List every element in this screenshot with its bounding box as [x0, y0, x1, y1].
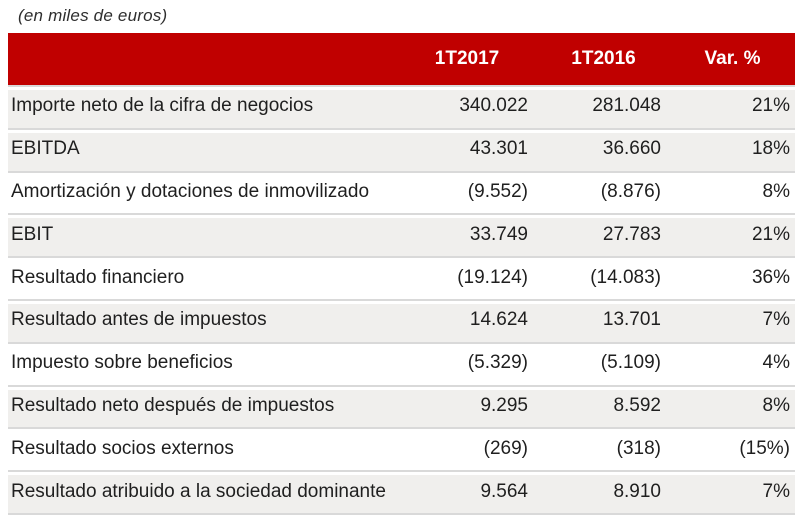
- table-row: [8, 470, 795, 513]
- table-row: [8, 213, 795, 256]
- table-row: [8, 256, 795, 299]
- header-var-pct: Var. %: [704, 48, 761, 69]
- value-var-pct: 4%: [762, 352, 790, 374]
- income-statement-table: [8, 33, 795, 515]
- value-1t2016: 13.701: [602, 309, 661, 331]
- value-1t2017: (269): [483, 437, 528, 459]
- row-label: Amortización y dotaciones de inmovilizado: [11, 180, 370, 202]
- value-1t2017: 340.022: [459, 95, 528, 117]
- row-label: Resultado neto después de impuestos: [11, 394, 335, 416]
- value-1t2016: 281.048: [592, 95, 661, 117]
- row-label: Resultado atribuido a la sociedad dominante: [11, 480, 386, 502]
- table-row: [8, 342, 795, 385]
- value-1t2016: 36.660: [602, 138, 661, 160]
- value-var-pct: 21%: [751, 95, 790, 117]
- value-1t2016: (14.083): [590, 266, 661, 288]
- value-1t2017: 9.564: [480, 480, 528, 502]
- value-1t2016: 27.783: [602, 223, 661, 245]
- header-1t2017: 1T2017: [434, 48, 500, 69]
- row-label: EBIT: [11, 223, 54, 245]
- value-1t2017: 9.295: [480, 394, 528, 416]
- table-row: [8, 85, 795, 128]
- value-1t2017: (5.329): [467, 352, 528, 374]
- value-1t2017: (19.124): [457, 266, 528, 288]
- units-caption: (en miles de euros): [18, 6, 168, 25]
- row-label: Resultado antes de impuestos: [11, 309, 267, 331]
- table-row: [8, 385, 795, 428]
- row-label: EBITDA: [11, 138, 80, 160]
- value-1t2017: 33.749: [469, 223, 528, 245]
- value-1t2016: (5.109): [600, 352, 661, 374]
- table-row: [8, 171, 795, 214]
- value-var-pct: 21%: [751, 223, 790, 245]
- value-1t2016: (8.876): [600, 180, 661, 202]
- table-row: [8, 427, 795, 470]
- table-header-row: [8, 33, 795, 85]
- value-var-pct: 7%: [762, 309, 790, 331]
- value-1t2016: 8.592: [613, 394, 661, 416]
- row-label: Impuesto sobre beneficios: [11, 352, 233, 374]
- row-label: Resultado financiero: [11, 266, 185, 288]
- value-1t2016: (318): [616, 437, 661, 459]
- table-row: [8, 299, 795, 342]
- value-var-pct: (15%): [739, 437, 790, 459]
- value-var-pct: 8%: [762, 394, 790, 416]
- table-row: [8, 128, 795, 171]
- value-var-pct: 8%: [762, 180, 790, 202]
- value-1t2016: 8.910: [613, 480, 661, 502]
- value-1t2017: 14.624: [469, 309, 528, 331]
- header-1t2016: 1T2016: [571, 48, 636, 69]
- value-var-pct: 36%: [751, 266, 790, 288]
- row-label: Resultado socios externos: [11, 437, 234, 459]
- row-label: Importe neto de la cifra de negocios: [11, 95, 314, 117]
- value-var-pct: 7%: [762, 480, 790, 502]
- value-1t2017: (9.552): [467, 180, 528, 202]
- value-var-pct: 18%: [751, 138, 790, 160]
- value-1t2017: 43.301: [469, 138, 528, 160]
